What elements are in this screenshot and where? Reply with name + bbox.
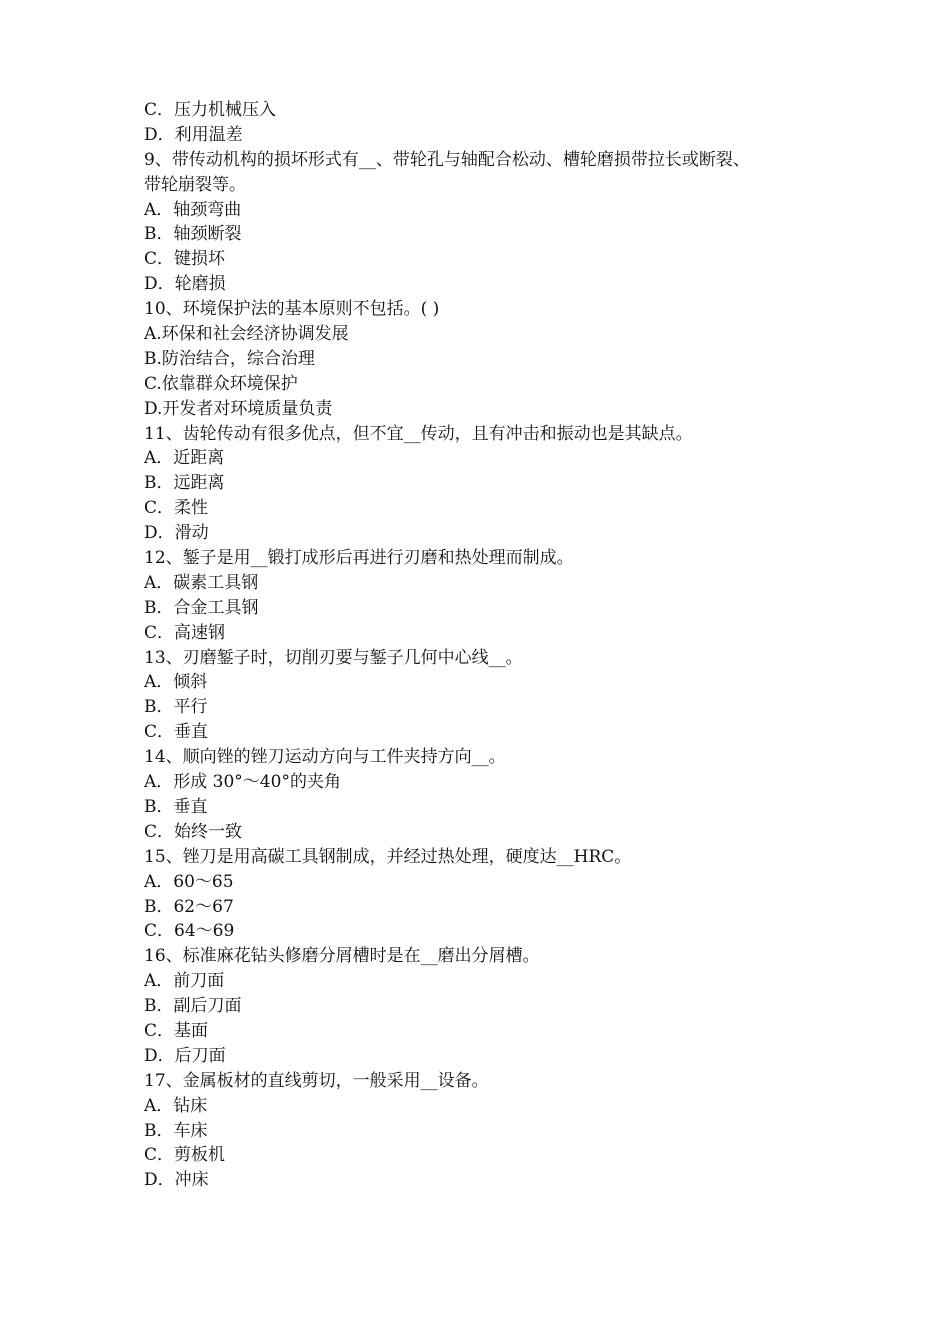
option-line: C．始终一致 xyxy=(144,821,243,842)
question-line: 14、顺向锉的锉刀运动方向与工件夹持方向__。 xyxy=(144,747,506,768)
question-line: 11、齿轮传动有很多优点，但不宜__传动，且有冲击和振动也是其缺点。 xyxy=(144,423,693,444)
document-body xyxy=(144,98,824,1193)
option-line: C．键损坏 xyxy=(144,249,226,270)
question-line: 带轮崩裂等。 xyxy=(144,174,246,195)
option-line: A．倾斜 xyxy=(144,672,208,693)
option-line: C．剪板机 xyxy=(144,1145,226,1166)
option-line: D．后刀面 xyxy=(144,1045,226,1066)
option-line: D．冲床 xyxy=(144,1170,209,1191)
option-line: C．柔性 xyxy=(144,498,209,519)
option-line: D．利用温差 xyxy=(144,124,243,145)
question-line: 17、金属板材的直线剪切，一般采用__设备。 xyxy=(144,1070,489,1091)
option-line: A．轴颈弯曲 xyxy=(144,199,242,220)
option-line: A．碳素工具钢 xyxy=(144,572,259,593)
option-line: D．滑动 xyxy=(144,523,209,544)
option-line: B．合金工具钢 xyxy=(144,597,259,618)
option-line: B．远距离 xyxy=(144,473,225,494)
option-line: A．形成 30°～40°的夹角 xyxy=(144,772,341,793)
question-line: 9、带传动机构的损坏形式有__、带轮孔与轴配合松动、槽轮磨损带拉长或断裂、 xyxy=(144,149,750,170)
option-line: B．垂直 xyxy=(144,796,208,817)
option-line: B．轴颈断裂 xyxy=(144,224,242,245)
question-line: 16、标准麻花钻头修磨分屑槽时是在__磨出分屑槽。 xyxy=(144,946,540,967)
option-line: C.依靠群众环境保护 xyxy=(144,373,298,394)
option-line: D.开发者对环境质量负责 xyxy=(144,398,333,419)
option-line: D．轮磨损 xyxy=(144,274,226,295)
option-line: B．车床 xyxy=(144,1120,208,1141)
option-line: C．高速钢 xyxy=(144,622,226,643)
question-line: 13、刃磨錾子时，切削刃要与錾子几何中心线__。 xyxy=(144,647,523,668)
option-line: C．垂直 xyxy=(144,722,209,743)
option-line: B．副后刀面 xyxy=(144,996,242,1017)
question-line: 10、环境保护法的基本原则不包括。( ) xyxy=(144,299,440,320)
question-line: 12、錾子是用__锻打成形后再进行刃磨和热处理而制成。 xyxy=(144,548,574,569)
option-line: C．基面 xyxy=(144,1020,209,1041)
option-line: A．近距离 xyxy=(144,448,225,469)
option-line: B．62～67 xyxy=(144,896,234,917)
option-line: A．前刀面 xyxy=(144,971,225,992)
option-line: A．60～65 xyxy=(144,871,234,892)
option-line: A．钻床 xyxy=(144,1095,208,1116)
option-line: A.环保和社会经济协调发展 xyxy=(144,324,349,345)
option-line: C．压力机械压入 xyxy=(144,100,277,120)
option-line: B.防治结合，综合治理 xyxy=(144,348,315,369)
option-line: C．64～69 xyxy=(144,921,235,942)
question-line: 15、锉刀是用高碳工具钢制成，并经过热处理，硬度达__HRC。 xyxy=(144,846,632,867)
option-line: B．平行 xyxy=(144,697,208,718)
